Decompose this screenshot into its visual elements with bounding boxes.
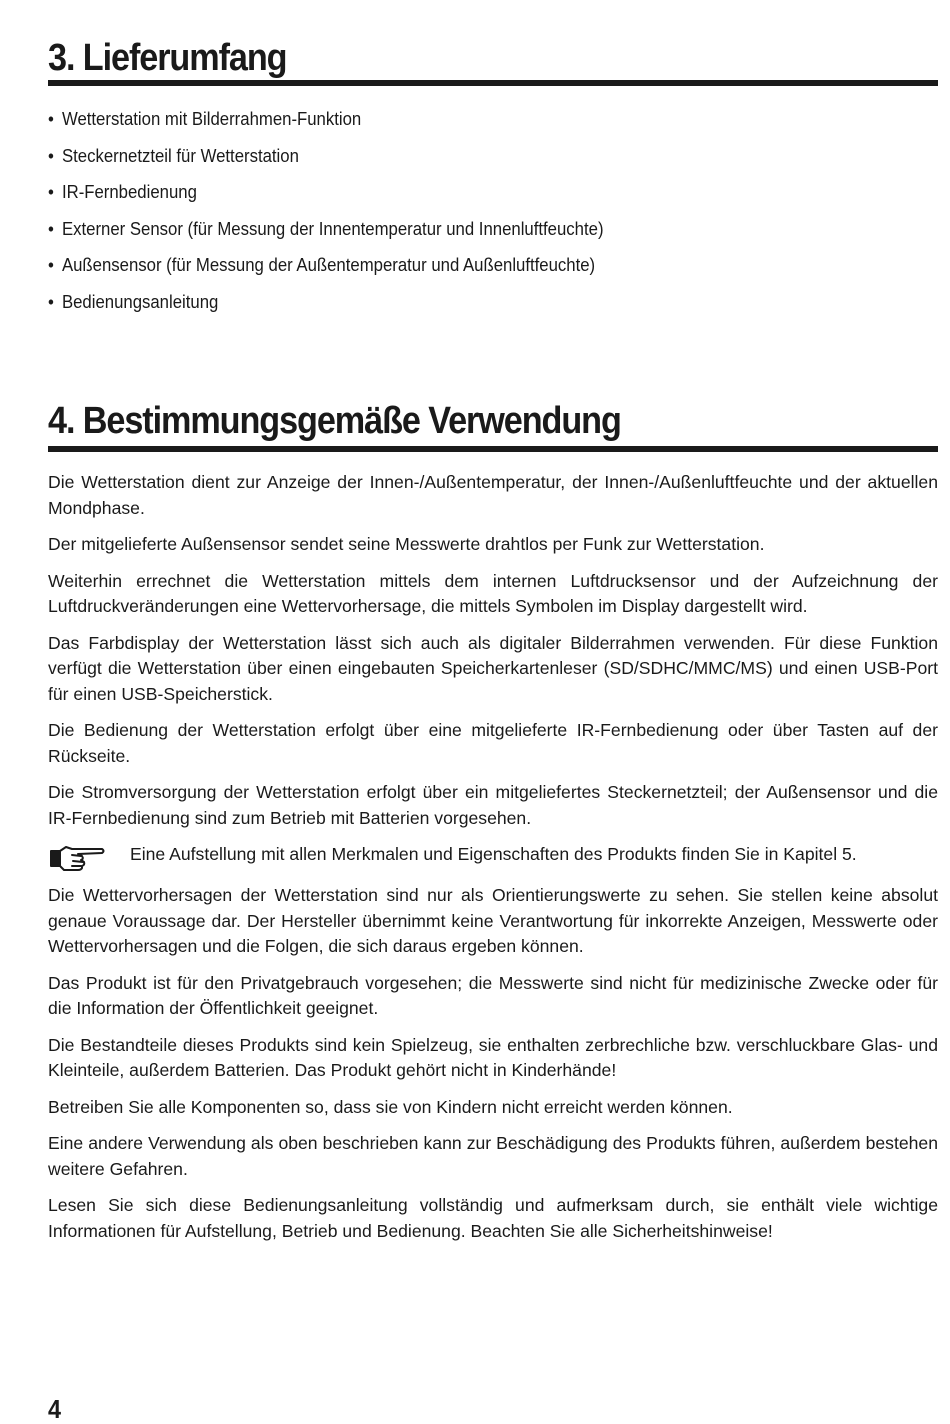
- note-text: Eine Aufstellung mit allen Merkmalen und Eigenschaften des Produkts finden Sie in Kapitel 5.: [130, 844, 857, 864]
- bullet: •: [48, 109, 54, 129]
- paragraph: Die Wettervorhersagen der Wetterstation sind nur als Orientierungswerte zu sehen. Sie stellen keine absolut genaue Voraussage dar. Der Hersteller übernimmt keine Verantwortung für inkorrekte Anzeigen, Messwerte oder Wettervorhersagen und die Folgen, die sich daraus ergeben können.: [48, 885, 938, 956]
- section-rule: [48, 446, 938, 452]
- section-title-lieferumfang: 3. Lieferumfang: [48, 37, 287, 79]
- section-rule: [48, 80, 938, 86]
- list-item-text: Steckernetzteil für Wetterstation: [61, 145, 299, 166]
- paragraph: Die Stromversorgung der Wetterstation erfolgt über ein mitgeliefertes Steckernetzteil; der Außensensor und die IR-Fernbedienung sind zum Betrieb mit Batterien vorgesehen.: [48, 782, 938, 828]
- note-block: [48, 842, 938, 872]
- paragraph: Der mitgelieferte Außensensor sendet seine Messwerte drahtlos per Funk zur Wetterstation.: [48, 534, 765, 554]
- bullet: •: [48, 182, 54, 203]
- paragraph: Weiterhin errechnet die Wetterstation mittels dem internen Luftdrucksensor und der Aufzeichnung der Luftdruckveränderungen eine Wettervorhersage, die mittels Symbolen im Display dargestellt wird.: [48, 570, 938, 616]
- bullet: •: [48, 255, 54, 276]
- bullet: •: [48, 291, 54, 312]
- list-item-text: Externer Sensor (für Messung der Innentemperatur und Innenluftfeuchte): [61, 218, 604, 239]
- paragraph: Das Produkt ist für den Privatgebrauch vorgesehen; die Messwerte sind nicht für medizinische Zwecke oder für die Information der Öffentlichkeit geeignet.: [48, 972, 938, 1018]
- paragraph: Betreiben Sie alle Komponenten so, dass sie von Kindern nicht erreicht werden können.: [48, 1096, 733, 1117]
- pointing-hand-icon: [48, 842, 130, 872]
- list-item: [48, 143, 604, 180]
- paragraph: Die Bestandteile dieses Produkts sind kein Spielzeug, sie enthalten zerbrechliche bzw. verschluckbare Glas- und Kleinteile, außerdem Batterien. Das Produkt gehört nicht in Kinderhände!: [48, 1034, 938, 1080]
- list-item: [48, 252, 604, 289]
- list-item-text: IR-Fernbedienung: [61, 182, 197, 203]
- list-item: [48, 179, 604, 216]
- paragraph: Die Bedienung der Wetterstation erfolgt über eine mitgelieferte IR-Fernbedienung oder über Tasten auf der Rückseite.: [48, 720, 938, 766]
- delivery-list: [48, 106, 604, 326]
- page-number: 4: [48, 1394, 62, 1424]
- list-item: [48, 289, 604, 326]
- section-body: [48, 470, 938, 1255]
- paragraph: Das Farbdisplay der Wetterstation lässt sich auch als digitaler Bilderrahmen verwenden. Für diese Funktion verfügt die Wetterstation über einen eingebauten Speicherkartenleser (SD/SDHC/MMC/MS) und einen USB-Port für einen USB-Speicherstick.: [48, 632, 938, 704]
- section-title-verwendung: 4. Bestimmungsgemäße Verwendung: [48, 400, 621, 442]
- list-item-text: Wetterstation mit Bilderrahmen-Funktion: [61, 109, 362, 129]
- list-item-text: Bedienungsanleitung: [61, 291, 219, 312]
- bullet: •: [48, 218, 54, 239]
- paragraph: Lesen Sie sich diese Bedienungsanleitung vollständig und aufmerksam durch, sie enthält viele wichtige Informationen für Aufstellung, Betrieb und Bedienung. Beachten Sie alle Sicherheitshinweise!: [48, 1195, 938, 1241]
- bullet: •: [48, 145, 54, 166]
- list-item-text: Außensensor (für Messung der Außentemperatur und Außenluftfeuchte): [61, 255, 596, 276]
- paragraph: Eine andere Verwendung als oben beschrieben kann zur Beschädigung des Produkts führen, außerdem bestehen weitere Gefahren.: [48, 1133, 938, 1179]
- paragraph: Die Wetterstation dient zur Anzeige der Innen-/Außentemperatur, der Innen-/Außenluftfeuchte und der aktuellen Mondphase.: [48, 472, 938, 518]
- list-item: [48, 106, 604, 143]
- list-item: [48, 216, 604, 253]
